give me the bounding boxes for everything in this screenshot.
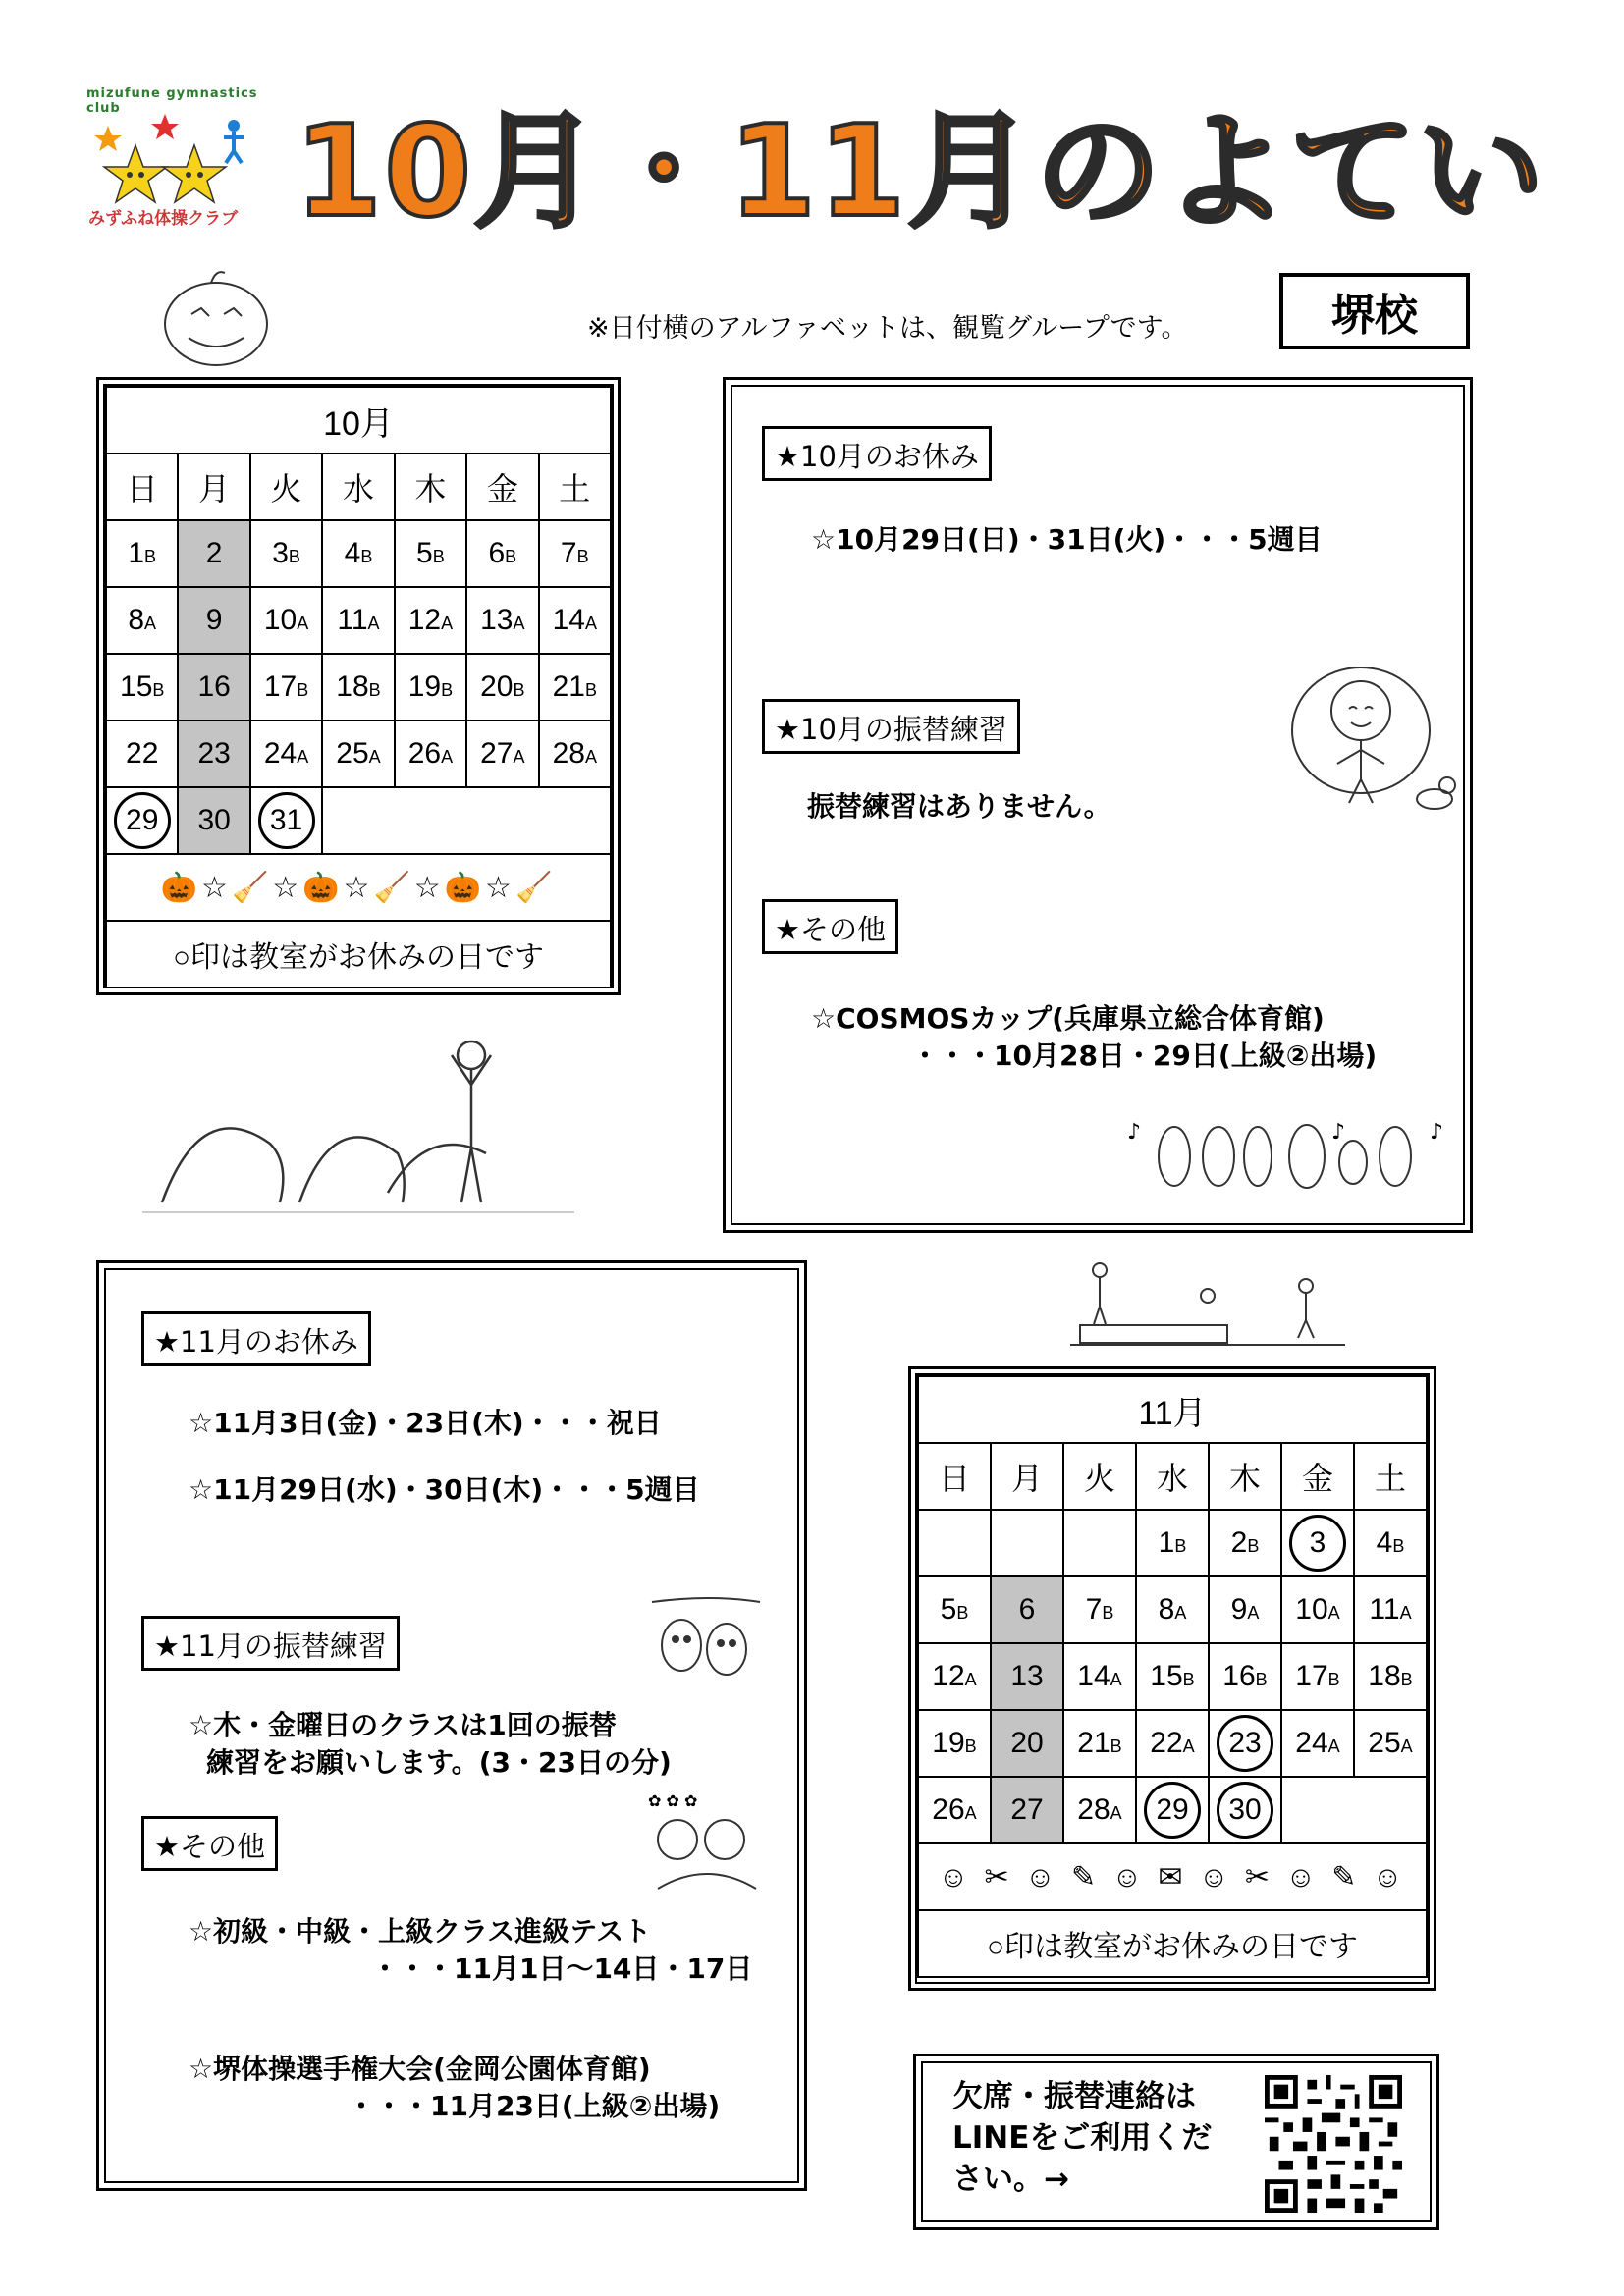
page-title: 10月・11月のよてい: [295, 99, 1546, 245]
oct-day-18: 18B: [322, 654, 394, 721]
october-calendar: [96, 377, 621, 995]
nov-day-5: 5B: [918, 1576, 991, 1643]
pumpkin-icon: [157, 263, 275, 371]
oct-day-12: 12A: [395, 587, 466, 654]
oct-day-15: 15B: [106, 654, 178, 721]
oct-day-11: 11A: [322, 587, 394, 654]
nov-makeup-item-1: ☆木・金曜日のクラスは1回の振替: [189, 1709, 617, 1741]
oct-day-26: 26A: [395, 721, 466, 787]
nov-holiday-item-1: ☆11月3日(金)・23日(木)・・・祝日: [189, 1407, 662, 1439]
weekday-mon: 月: [991, 1443, 1063, 1510]
oct-other-label: ★その他: [762, 899, 898, 954]
nov-day-13: 13: [991, 1643, 1063, 1710]
oct-day-29: 29: [106, 787, 178, 854]
nov-other-item-3: ☆堺体操選手権大会(金岡公園体育館): [189, 2053, 651, 2085]
svg-text:♪: ♪: [1127, 1120, 1142, 1145]
nov-day-2: 2B: [1209, 1510, 1281, 1576]
nov-day-12: 12A: [918, 1643, 991, 1710]
jump-rope-kid-icon: [1272, 652, 1469, 828]
weekday-sat: 土: [539, 454, 611, 520]
october-week-4: [106, 721, 611, 787]
owls-branch-icon: [648, 1584, 766, 1692]
october-info-box: [723, 377, 1473, 1233]
nov-day-15: 15B: [1136, 1643, 1209, 1710]
nov-day-26: 26A: [918, 1777, 991, 1843]
november-info-box: [96, 1260, 807, 2191]
oct-other-item-2: ・・・10月28日・29日(上級②出場): [911, 1040, 1378, 1072]
oct-day-25: 25A: [322, 721, 394, 787]
oct-makeup-label: ★10月の振替練習: [762, 699, 1020, 754]
weekday-fri: 金: [466, 454, 538, 520]
oct-day-17: 17B: [250, 654, 322, 721]
oct-day-8: 8A: [106, 587, 178, 654]
nov-day-25: 25A: [1354, 1710, 1427, 1777]
nov-day-4: 4B: [1354, 1510, 1427, 1576]
nov-day-21: 21B: [1063, 1710, 1136, 1777]
oct-holiday-item: ☆10月29日(日)・31日(火)・・・5週目: [811, 523, 1323, 556]
nov-day-11: 11A: [1354, 1576, 1427, 1643]
oct-holiday-label: ★10月のお休み: [762, 426, 992, 481]
oct-day-2: 2: [178, 520, 249, 587]
gym-apparatus-icon: [1060, 1256, 1355, 1355]
oct-day-21: 21B: [539, 654, 611, 721]
november-grid: [917, 1375, 1428, 1978]
oct-day-3: 3B: [250, 520, 322, 587]
oct-day-23: 23: [178, 721, 249, 787]
oct-day-5: 5B: [395, 520, 466, 587]
nov-day-22: 22A: [1136, 1710, 1209, 1777]
oct-other-item-1: ☆COSMOSカップ(兵庫県立総合体育館): [811, 1002, 1325, 1035]
nov-day-24: 24A: [1281, 1710, 1354, 1777]
line-text-2: LINEをご利用くだ: [952, 2119, 1213, 2156]
gymnasts-bridge-icon: [123, 1036, 584, 1227]
weekday-tue: 火: [1063, 1443, 1136, 1510]
october-week-5: [106, 787, 611, 854]
kids-decoration: ☺ ✂ ☺ ✎ ☺ ✉ ☺ ✂ ☺ ✎ ☺: [918, 1843, 1427, 1910]
oct-day-27: 27A: [466, 721, 538, 787]
october-footer: ○印は教室がお休みの日です: [106, 921, 611, 988]
logo-name: みずふね体操クラブ: [88, 209, 239, 229]
line-contact-text: [952, 2077, 1218, 2201]
november-weekdays: [918, 1443, 1427, 1510]
nov-holiday-label: ★11月のお休み: [141, 1311, 371, 1366]
oct-empty: [322, 787, 611, 854]
nov-makeup-label: ★11月の振替練習: [141, 1616, 400, 1671]
svg-text:♪: ♪: [1331, 1120, 1346, 1145]
november-week-5: [918, 1777, 1427, 1843]
nov-day-23: 23: [1209, 1710, 1281, 1777]
nov-day-7: 7B: [1063, 1576, 1136, 1643]
nov-empty: [918, 1510, 991, 1576]
nov-other-item-4: ・・・11月23日(上級②出場): [348, 2090, 721, 2122]
nov-day-17: 17B: [1281, 1643, 1354, 1710]
nov-day-1: 1B: [1136, 1510, 1209, 1576]
november-week-1: [918, 1510, 1427, 1576]
line-text-3: さい。→: [952, 2161, 1069, 2197]
nov-day-30: 30: [1209, 1777, 1281, 1843]
nov-day-29: 29: [1136, 1777, 1209, 1843]
nov-empty: [1063, 1510, 1136, 1576]
nov-day-28: 28A: [1063, 1777, 1136, 1843]
oct-day-13: 13A: [466, 587, 538, 654]
november-week-4: [918, 1710, 1427, 1777]
november-week-2: [918, 1576, 1427, 1643]
oct-day-19: 19B: [395, 654, 466, 721]
weekday-thu: 木: [395, 454, 466, 520]
november-footer: ○印は教室がお休みの日です: [918, 1910, 1427, 1977]
nov-day-16: 16B: [1209, 1643, 1281, 1710]
nov-makeup-item-2: 練習をお願いします。(3・23日の分): [206, 1746, 672, 1779]
weekday-sun: 日: [918, 1443, 991, 1510]
nov-holiday-item-2: ☆11月29日(水)・30日(木)・・・5週目: [189, 1473, 700, 1506]
group-note: ※日付横のアルファベットは、観覧グループです。: [587, 313, 1188, 344]
nov-day-18: 18B: [1354, 1643, 1427, 1710]
oct-day-30: 30: [178, 787, 249, 854]
oct-day-10: 10A: [250, 587, 322, 654]
svg-text:✿ ✿ ✿: ✿ ✿ ✿: [648, 1791, 698, 1810]
november-week-3: [918, 1643, 1427, 1710]
nov-empty: [991, 1510, 1063, 1576]
oct-day-7: 7B: [539, 520, 611, 587]
nov-day-6: 6: [991, 1576, 1063, 1643]
nov-other-label: ★その他: [141, 1816, 278, 1871]
nov-day-10: 10A: [1281, 1576, 1354, 1643]
nov-other-item-1: ☆初級・中級・上級クラス進級テスト: [189, 1915, 652, 1948]
november-calendar: [908, 1366, 1436, 1991]
club-logo: [86, 86, 263, 234]
november-month-header: 11月: [918, 1376, 1427, 1443]
oct-makeup-item: 振替練習はありません。: [807, 790, 1111, 823]
nov-day-19: 19B: [918, 1710, 991, 1777]
oct-day-14: 14A: [539, 587, 611, 654]
october-grid: [105, 386, 612, 988]
oct-day-6: 6B: [466, 520, 538, 587]
nov-day-14: 14A: [1063, 1643, 1136, 1710]
nov-empty: [1281, 1777, 1427, 1843]
nov-day-27: 27: [991, 1777, 1063, 1843]
october-month-header: 10月: [106, 387, 611, 454]
line-contact-box: [913, 2054, 1439, 2230]
kids-group-icon: [648, 1790, 766, 1898]
nov-other-item-2: ・・・11月1日～14日・17日: [371, 1952, 753, 1985]
oct-day-4: 4B: [322, 520, 394, 587]
sweet-potato-characters-icon: [1125, 1113, 1459, 1192]
weekday-thu: 木: [1209, 1443, 1281, 1510]
weekday-tue: 火: [250, 454, 322, 520]
nov-day-8: 8A: [1136, 1576, 1209, 1643]
nov-day-9: 9A: [1209, 1576, 1281, 1643]
oct-day-1: 1B: [106, 520, 178, 587]
october-week-2: [106, 587, 611, 654]
school-name: 堺校: [1279, 273, 1470, 349]
october-week-3: [106, 654, 611, 721]
weekday-wed: 水: [322, 454, 394, 520]
line-text-1: 欠席・振替連絡は: [952, 2079, 1196, 2114]
oct-day-28: 28A: [539, 721, 611, 787]
nov-day-3: 3: [1281, 1510, 1354, 1576]
weekday-wed: 水: [1136, 1443, 1209, 1510]
oct-day-9: 9: [178, 587, 249, 654]
svg-text:♪: ♪: [1430, 1120, 1444, 1145]
october-weekdays: [106, 454, 611, 520]
october-week-1: [106, 520, 611, 587]
logo-arc-text: mizufune gymnastics club: [86, 86, 258, 116]
weekday-mon: 月: [178, 454, 249, 520]
weekday-sat: 土: [1354, 1443, 1427, 1510]
oct-day-24: 24A: [250, 721, 322, 787]
oct-day-22: 22: [106, 721, 178, 787]
oct-day-20: 20B: [466, 654, 538, 721]
halloween-decoration: 🎃☆🧹☆🎃☆🧹☆🎃☆🧹: [106, 854, 611, 921]
oct-day-16: 16: [178, 654, 249, 721]
weekday-fri: 金: [1281, 1443, 1354, 1510]
qr-code-icon[interactable]: [1265, 2075, 1402, 2213]
weekday-sun: 日: [106, 454, 178, 520]
oct-day-31: 31: [250, 787, 322, 854]
nov-day-20: 20: [991, 1710, 1063, 1777]
